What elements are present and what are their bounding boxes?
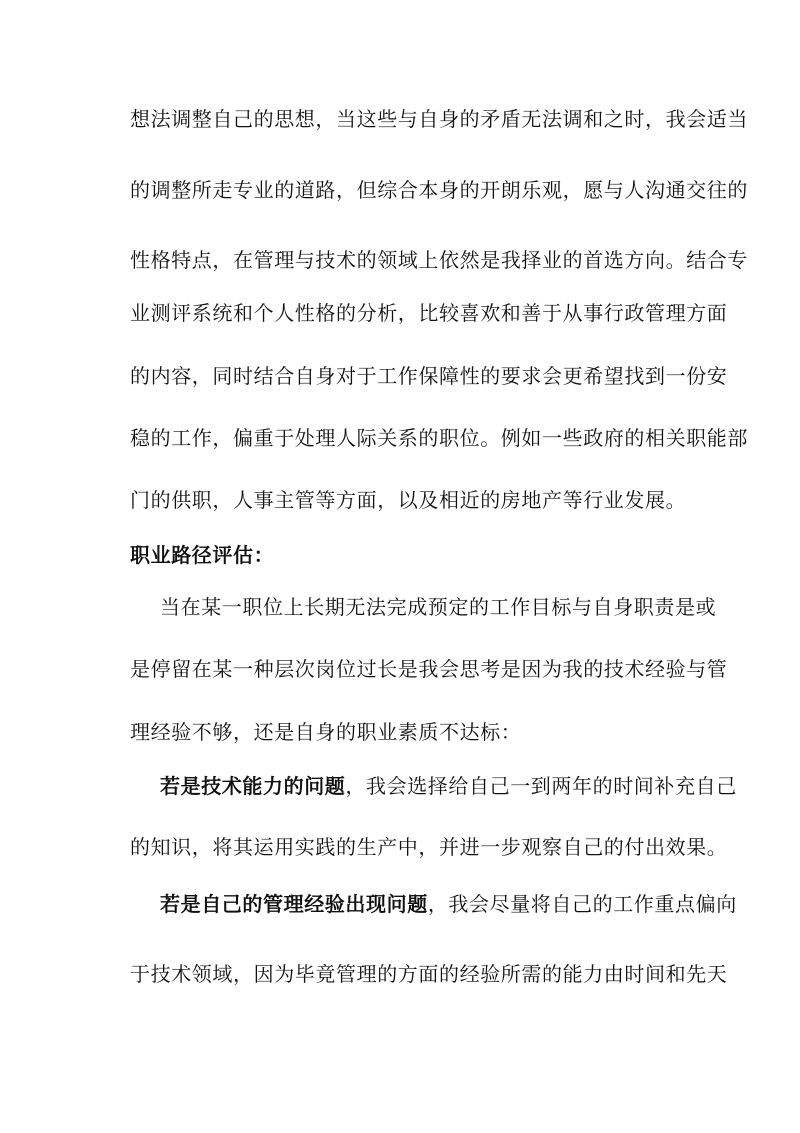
paragraph-line: 门的供职，人事主管等方面，以及相近的房地产等行业发展。 bbox=[130, 488, 687, 512]
paragraph-line: 的内容，同时结合自身对于工作保障性的要求会更希望找到一份安 bbox=[130, 364, 728, 388]
paragraph-line: 业测评系统和个人性格的分析，比较喜欢和善于从事行政管理方面 bbox=[130, 301, 728, 325]
paragraph-line bbox=[160, 774, 737, 798]
paragraph-line: 的知识，将其运用实践的生产中，并进一步观察自己的付出效果。 bbox=[130, 835, 728, 859]
emphasis-text: 若是技术能力的问题 bbox=[160, 774, 346, 798]
body-text: ，我会尽量将自己的工作重点偏向 bbox=[427, 892, 737, 916]
paragraph-line: 想法调整自己的思想，当这些与自身的矛盾无法调和之时，我会适当 bbox=[130, 107, 748, 131]
paragraph-line: 当在某一职位上长期无法完成预定的工作目标与自身职责是或 bbox=[160, 595, 717, 619]
paragraph-line: 稳的工作，偏重于处理人际关系的职位。例如一些政府的相关职能部 bbox=[130, 426, 748, 450]
body-text: ，我会选择给自己一到两年的时间补充自己 bbox=[345, 774, 737, 798]
emphasis-text: 若是自己的管理经验出现问题 bbox=[160, 892, 428, 916]
section-heading: 职业路径评估： bbox=[130, 543, 275, 567]
paragraph-line: 性格特点，在管理与技术的领域上依然是我择业的首选方向。结合专 bbox=[130, 248, 748, 272]
paragraph-line bbox=[160, 892, 737, 916]
paragraph-line: 于技术领域，因为毕竟管理的方面的经验所需的能力由时间和先天 bbox=[130, 962, 728, 986]
paragraph-line: 理经验不够，还是自身的职业素质不达标： bbox=[130, 720, 522, 744]
paragraph-line: 的调整所走专业的道路，但综合本身的开朗乐观，愿与人沟通交往的 bbox=[130, 178, 748, 202]
paragraph-line: 是停留在某一种层次岗位过长是我会思考是因为我的技术经验与管 bbox=[130, 657, 728, 681]
